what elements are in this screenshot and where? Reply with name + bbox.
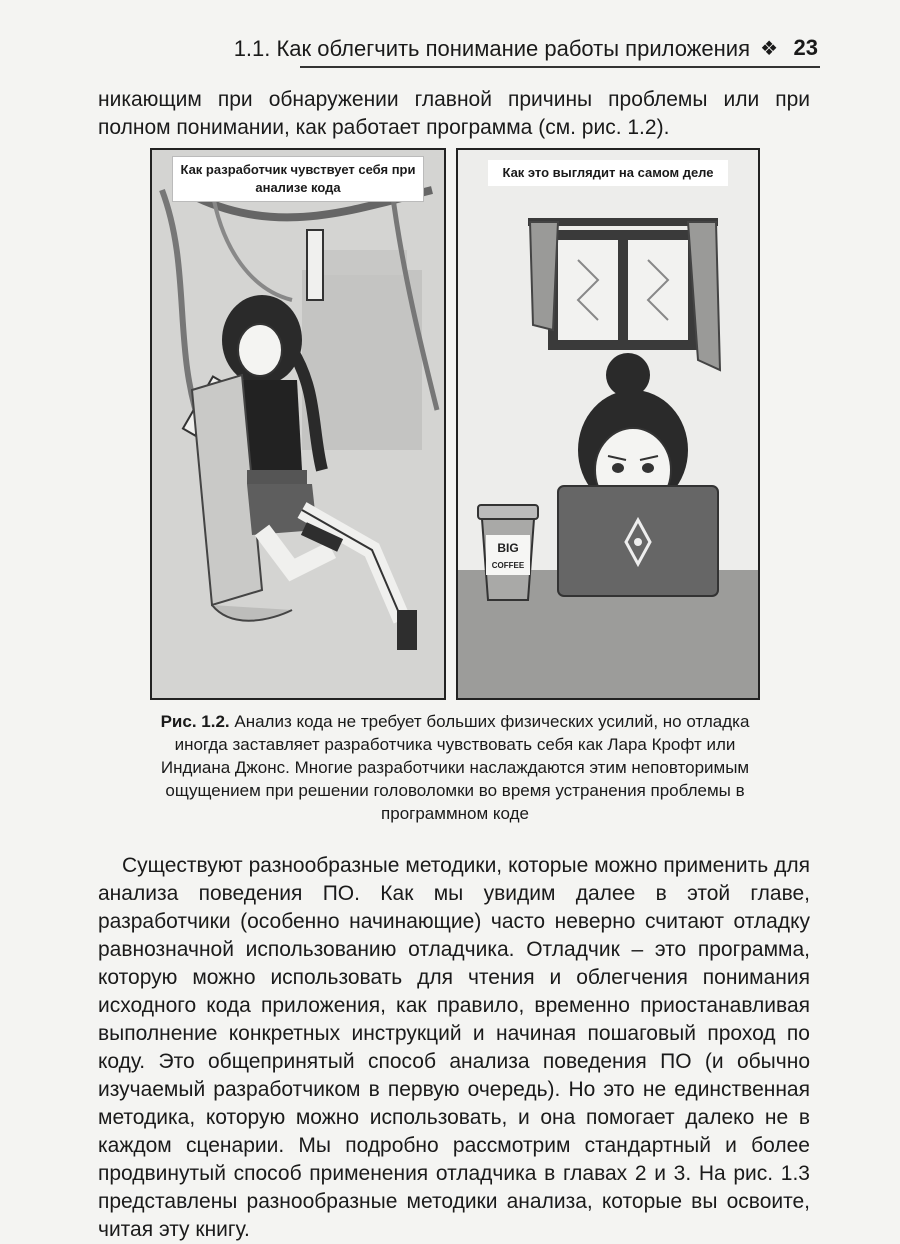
body-text: Существуют разнообразные методики, которые можно применить для анализа поведения ПО. Как мы увидим далее в этой главе, разработчики (особенно начинающие) часто неверно считают отладку равнозначной использованию отладчика. Отладчик – это программа, которую можно использовать для чтения и облегчения понимания исходного кода приложения, как правило, временно приостанавливая выполнение конкретных инструкций и начиная пошаговый проход по коду. Это общепринятый способ анализа поведения ПО (и обычно изучаемый разработчиком в первую очередь). Но это не единственная методика, которую можно использовать, и она помогает далеко не в каждом сценарии. Мы подробно рассмотрим стандартный и более продвинутый способ применения отладчика в главах 2 и 3. На рис. 1.3 представлены разнообразные методики анализа, которые вы освоите, читая эту книгу. — [98, 854, 810, 1241]
intro-paragraph — [98, 86, 810, 142]
body-paragraph — [98, 852, 810, 1244]
developer-illustration — [458, 150, 758, 698]
left-panel-caption: Как разработчик чувствует себя при анализе кода — [172, 156, 424, 202]
figure-panel-right — [456, 148, 760, 700]
adventurer-illustration — [152, 150, 444, 698]
cup-label-big: BIG — [497, 541, 519, 555]
figure-caption-text: Анализ кода не требует больших физических усилий, но отладка иногда заставляет разработчика чувствовать себя как Лара Крофт или Индиана Джонс. Многие разработчики наслаждаются этим неповторимым ощущением при решении головоломки во время устранения проблемы в программном коде — [160, 712, 750, 823]
right-panel-caption: Как это выглядит на самом деле — [488, 160, 728, 186]
figure-caption — [160, 710, 750, 825]
page-number: 23 — [793, 35, 818, 60]
header-rule — [300, 66, 820, 68]
intro-text: никающим при обнаружении главной причины проблемы или при полном понимании, как работает программа (см. рис. 1.2). — [98, 88, 810, 139]
figure-panel-left — [150, 148, 446, 700]
cup-label-coffee: COFFEE — [491, 561, 525, 570]
ornament-icon: ❖ — [760, 38, 778, 60]
running-header-title: 1.1. Как облегчить понимание работы приложения — [233, 36, 750, 61]
running-header — [233, 30, 820, 70]
figure-caption-label: Рис. 1.2. — [160, 712, 230, 731]
